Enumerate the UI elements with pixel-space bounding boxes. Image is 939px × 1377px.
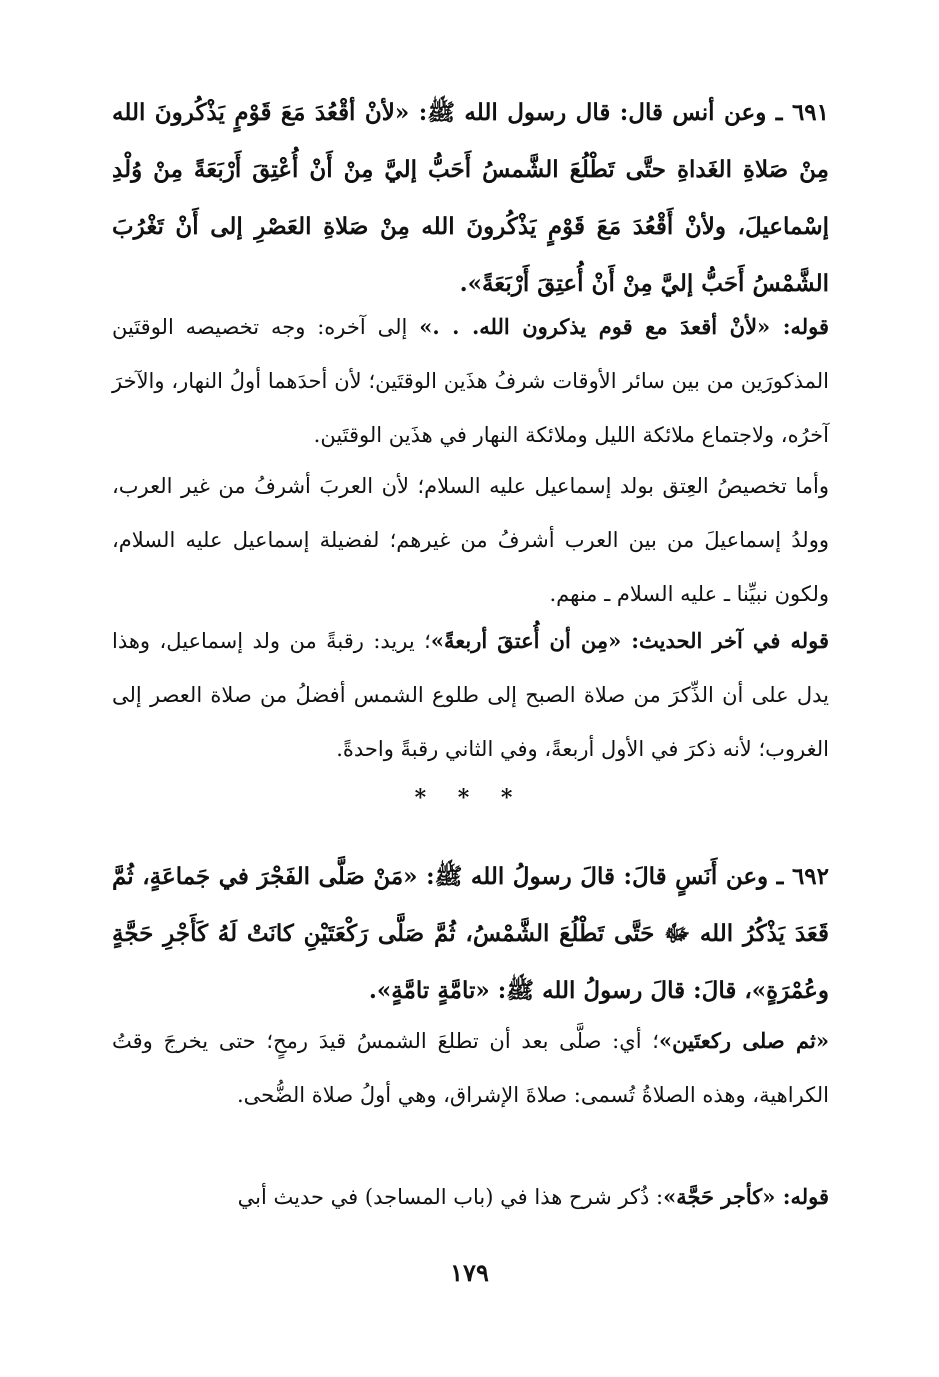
commentary-text: إلى آخره: وجه تخصيصه الوقتَين المذكورَين من بين سائر الأوقات شرفُ هذَين الوقتَين؛ لأن أحدَهما أولُ النهار، والآخرَ آخرُه، ولاجتماع ملائكة الليل وملائكة النهار في هذَين الوقتَين. <box>112 315 829 447</box>
commentary-paragraph-2: وأما تخصيصُ العِتق بولد إسماعيل عليه السلام؛ لأن العربَ أشرفُ من غير العرب، وولدُ إسماعيلَ من بين العرب أشرفُ من غيرهم؛ لفضيلة إسماعيل عليه السلام، ولكون نبيِّنا ـ عليه السلام ـ منهم. <box>112 474 829 606</box>
hadith-692: ٦٩٢ ـ وعن أَنَسٍ قالَ: قالَ رسولُ الله ﷺ: «مَنْ صَلَّى الفَجْرَ في جَماعَةٍ، ثُمَّ قَعَدَ يَذْكُرُ الله ﷻ حَتَّى تَطْلُعَ الشَّمْسُ، ثُمَّ صَلَّى رَكْعَتَيْنِ كانَتْ لَهُ كَأَجْرِ حَجَّةٍ وعُمْرَةٍ»، قالَ: قالَ رسولُ الله ﷺ: «تامَّةٍ تامَّةٍ». <box>112 863 829 1004</box>
quoted-phrase: «ثم صلى ركعتَين» <box>658 1028 829 1053</box>
commentary-paragraph-4 <box>112 1014 829 1122</box>
quoted-phrase: قوله في آخر الحديث: «مِن أن أُعتقَ أربعةً» <box>430 628 829 653</box>
commentary-text: ؛ يريد: رقبةً من ولد إسماعيل، وهذا يدل على أن الذِّكرَ من صلاة الصبح إلى طلوع الشمس أفضلُ من صلاة العصر إلى الغروب؛ لأنه ذكرَ في الأول أربعةً، وفي الثاني رقبةً واحدةً. <box>112 629 829 761</box>
commentary-text: ؛ أي: صلَّى بعد أن تطلعَ الشمسُ قيدَ رمحٍ؛ حتى يخرجَ وقتُ الكراهية، وهذه الصلاةُ تُسمى: صلاةَ الإشراق، وهي أولُ صلاة الضُّحى. <box>112 1029 829 1107</box>
commentary-paragraph-1 <box>112 300 829 462</box>
quoted-phrase: قوله: «كأجر حَجَّة» <box>663 1184 829 1209</box>
commentary-text: : ذُكر شرح هذا في (باب المساجد) في حديث أبي <box>237 1185 664 1209</box>
commentary-paragraph-3 <box>112 614 829 776</box>
hadith-691: ٦٩١ ـ وعن أنس قال: قال رسول الله ﷺ: «لأنْ أقْعُدَ مَعَ قَوْمٍ يَذْكُرونَ الله مِنْ صَلاةِ الغَداةِ حتَّى تَطْلُعَ الشَّمسُ أَحَبُّ إليَّ مِنْ أَنْ أُعْتِقَ أَرْبَعَةً مِنْ وُلْدِ إسْماعيلَ، ولأنْ أَقْعُدَ مَعَ قَوْمٍ يَذْكُرونَ الله مِنْ صَلاةِ العَصْرِ إلى أَنْ تَغْرُبَ الشَّمْسُ أَحَبُّ إليَّ مِنْ أَنْ أُعتِقَ أَرْبَعَةً». <box>112 99 829 297</box>
section-separator: * * * <box>414 785 525 811</box>
commentary-paragraph-5 <box>112 1170 829 1224</box>
page-number: ١٧٩ <box>450 1258 489 1287</box>
quoted-phrase: قوله: «لأنْ أقعدَ مع قوم يذكرون الله. . .» <box>419 314 829 339</box>
